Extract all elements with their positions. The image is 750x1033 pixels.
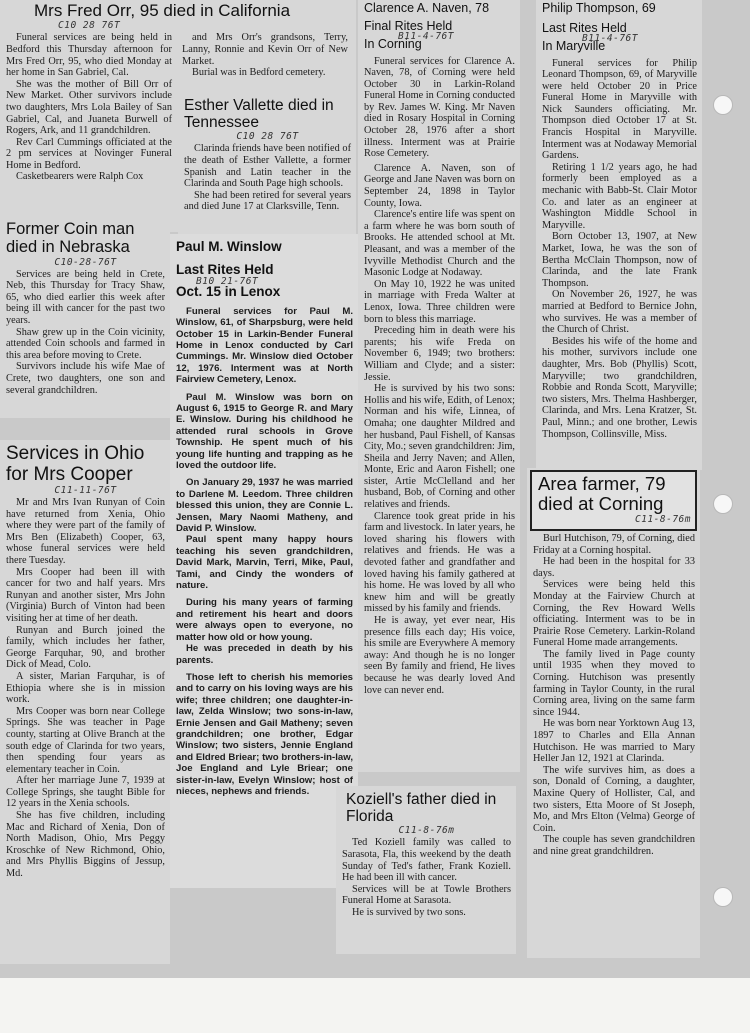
article-paragraph: He was born near Yorktown Aug 13, 1897 to Charles and Ella Annan Hutchison. He was married to Mary Heller Jan 12, 1921 at Clarinda. [533,718,695,765]
article-subheadline: Final Rites Held [364,18,453,33]
article-paragraph: Born October 13, 1907, at New Market, Iowa, he was the son of Bertha McClain Thompson, now of Clarinda, and the late Frank Thompson. [542,231,697,289]
handwritten-date: C11-8-76m [635,513,691,525]
article-paragraph: Clarence A. Naven, son of George and Jane Naven was born on September 24, 1898 in Taylor County, Iowa. [364,162,515,209]
article-paragraph: Services were being held this Monday at the Fairview Church at Corning, the Rev Howard Wells officiating. Interment was to be in Prairie Rose Cemetery. Larkin-Roland Funeral Home made arrangements. [533,579,695,649]
article-headline: Former Coin man died in Nebraska [6,220,135,256]
article-headline: Services in Ohio for Mrs Cooper [6,443,145,485]
article-paragraph: He was preceded in death by his parents. [176,643,353,666]
article-paragraph: Clarence took great pride in his farm and livestock. In later years, he loved sharing his flowers with relatives and friends. He was a devoted father and grandfather and loved having his family gathered at his home. He was loved by all who knew him and will be greatly missed by his family and friends. [364,510,515,615]
article-paragraph: Funeral services for Philip Leonard Thompson, 69, of Maryville were held October 20 in Price Funeral Home in Maryville with Nick Saunders officiating. Mr. Thompson died October 17 at St. Francis Hospital in Maryville. Interment was at Nodaway Memorial Gardens. [542,57,697,162]
article-headline: Philip Thompson, 69 [542,1,656,15]
article-thompson [536,0,702,470]
headline-box [530,470,697,531]
article-paragraph: Funeral services for Paul M. Winslow, 61, of Sharpsburg, were held October 15 in Larkin-Bender Funeral Home in Lenox conducted by Carl Cummings. Mr. Winslow died October 12, 1976. Interment was at North Fairview Cemetery, Lenox. [176,305,353,386]
article-paragraph: She had been retired for several years and died June 17 at Clarksville, Tenn. [184,189,351,213]
article-paragraph: He had been in the hospital for 33 days. [533,556,695,579]
article-headline: Mrs Fred Orr, 95 died in California [34,1,291,20]
handwritten-date: B11-4-76T [582,33,638,44]
binder-hole [713,494,733,514]
article-paragraph: and Mrs Orr's grandsons, Terry, Lanny, Ronnie and Kevin Orr of New Market. [182,32,348,67]
article-paragraph: He is survived by two sons. [352,907,466,919]
article-paragraph: The wife survives him, as does a son, Donald of Corning, a daughter, Maxine Query of Hollister, Cal, and two sisters, Etta Moore of St Joseph, Mo, and Mrs Elton (Velma) George of Coin. [533,764,695,834]
article-paragraph: Burl Hutchison, 79, of Corning, died Friday at a Corning hospital. [533,532,695,556]
article-paragraph: Funeral services are being held in Bedford this Thursday afternoon for Mrs Fred Orr, 95, who died Monday at her home in San Gabriel, Cal. [6,32,172,79]
article-paragraph: She has five children, including Mac and Richard of Xenia, Don of North Madison, Ohio, Mrs Peggy Kroschke of New Richmond, Ohio, and Mrs Phyllis Biggins of Jessup, Md. [6,810,165,880]
article-headline: Koziell's father died in Florida [346,791,497,825]
article-cooper [0,440,170,964]
article-paragraph: On January 29, 1937 he was married to Darlene M. Leedom. Three children blessed this union, they are Connie L. Jensen, Mary Naomi Matheny, and David P. Winslow. [176,477,353,535]
article-subheadline: Last Rites Held [176,261,274,277]
article-paragraph: Clarence's entire life was spent on a farm where he was born south of Brooks. He attended school at Mt. Pleasant, and was a member of the Ivyville Methodist Church and the Masonic Lodge at Nodaway. [364,209,515,279]
article-koziell [336,786,516,954]
article-paragraph: After her marriage June 7, 1939 at College Springs, she taught Bible for 12 years in the Xenia schools. [6,775,165,810]
article-paragraph: Ted Koziell family was called to Sarasota, Fla, this weekend by the death Sunday of Ted's father, Frank Koziell. He had been ill with cancer. [342,837,511,884]
handwritten-date: C10-28-76T [54,256,117,268]
article-headline: Paul M. Winslow [176,239,282,254]
handwritten-date: C11-11-76T [54,485,117,497]
article-paragraph: Preceding him in death were his parents; his wife Freda on November 6, 1949; two brothers: William and Clyde; and a sister: Jessie. [364,325,515,383]
handwritten-date: C10 28 76T [58,20,121,32]
article-paragraph: Paul spent many happy hours teaching his seven grandchildren, David Mark, Marvin, Terri, Mike, Paul, Tami, and Cindy the wonders of nature. [176,534,353,592]
handwritten-date: B11-4-76T [398,31,454,42]
article-shaw [0,216,170,418]
article-winslow [170,234,358,888]
article-paragraph: Services will be at Towle Brothers Funeral Home at Sarasota. [342,883,511,907]
article-paragraph: Those left to cherish his memories and to carry on his loving ways are his wife; three children; one daughter-in-law, Zelda Winslow; two sons-in-law, Ernie Jensen and Gail Matheny; seven grandchildren; one brother, Edgar Winslow; two sisters, Jennie England and Eldred Briear; two brothers-in-law, Joe England and Lyle Briear; one sister-in-law, Evelyn Winslow; host of nieces, nephews and friends. [176,671,353,797]
article-paragraph: Paul M. Winslow was born on August 6, 1915 to George R. and Mary E. Winslow. During his childhood he attended rural schools in Grove Township. He spent much of his young life hunting and trapping as he loved the outdoor life. [176,391,353,472]
article-paragraph: Services are being held in Crete, Neb, this Thursday for Tracy Shaw, 65, who died earlier this week after being ill with cancer for the past two years. [6,268,165,326]
article-paragraph: Besides his wife of the home and his mother, survivors include one daughter, Mrs. Bob (Phyllis) Scott, Maryville; two grandchildren, Robbie and Ronda Scott, Maryville; two sisters, Mrs. Thelma Hashberger, Clarinda, and Mrs. Lena Kratzer, St. Paul, Minn.; and one brother, Lewis Thompson, Collinsville, Miss. [542,335,697,440]
article-headline: Esther Vallette died in Tennessee [184,97,334,131]
article-subheadline: Oct. 15 in Lenox [176,284,281,300]
article-naven [358,0,520,772]
article-paragraph: He is away, yet ever near, His presence fills each day; His voice, his smile are Everywhere A memory away: And though he is no longer seen By family and friend, He lives because he was dearly loved And love can never end. [364,615,515,696]
article-paragraph: Mrs Cooper was born near College Springs. She was teacher in Page county, starting at Olive Branch at the south edge of Clarinda for two years, then spending four years as elementary teacher in Coin. [6,705,165,775]
binder-hole [713,95,733,115]
article-paragraph: Funeral services for Clarence A. Naven, 78, of Corning were held October 30 in Larkin-Roland Funeral Home in Corning conducted by Rev. James W. King. Mr Naven died in Rosary Hospital in Corning October 28, 1976 after a short illness. Interment was at Prairie Rose Cemetery. [364,55,515,160]
handwritten-date: C10 28 76T [236,131,299,143]
article-paragraph: She was the mother of Bill Orr of New Market. Other survivors include two daughters, Mrs Lola Bailey of San Gabriel, Cal, and Juaneta Burwell of Rogers, Ark, and 11 grandchildren. [6,78,172,137]
article-headline: Clarence A. Naven, 78 [364,1,490,15]
article-hutchison [527,468,700,958]
article-subheadline: In Corning [364,37,422,51]
article-vallette [178,94,356,234]
article-paragraph: Burial was in Bedford cemetery. [192,67,326,79]
article-paragraph: On November 26, 1927, he was married at Bedford to Bernice John, who survives. He was a member of the Church of Christ. [542,289,697,336]
article-subheadline: Last Rites Held [542,20,627,35]
article-paragraph: The couple has seven grandchildren and nine great grandchildren. [533,834,695,857]
article-paragraph: Rev Carl Cummings officiated at the 2 pm services at Novinger Funeral Home in Bedford. [6,136,172,171]
article-paragraph: The family lived in Page county until 1935 when they moved to Corning. Hutchison was presently farming in Taylor County, in the rural Corning area, living on the same farm since 1944. [533,648,695,718]
article-paragraph: On May 10, 1922 he was united in marriage with Freda Walter at Lenox, Iowa. Three children were born to bless this marriage. [364,278,515,325]
article-paragraph: Survivors include his wife Mae of Crete, two daughters, one son and several grandchildren. [6,361,165,396]
article-paragraph: Mr and Mrs Ivan Runyan of Coin have returned from Xenia, Ohio where they were part of the family of Mrs Ben (Elizabeth) Cooper, 63, whose funeral services were held there Tuesday. [6,497,165,566]
article-subheadline: In Maryville [542,39,606,53]
article-paragraph: Casketbearers were Ralph Cox [16,171,144,183]
article-paragraph: A sister, Marian Farquhar, is of Ethiopia where she is in mission work. [6,670,165,706]
binder-hole [713,887,733,907]
article-paragraph: Shaw grew up in the Coin vicinity, attended Coin schools and farmed in this area before moving to Crete. [6,326,165,361]
article-paragraph: Mrs Cooper had been ill with cancer for two and half years. Mrs Runyan and another sister, Mrs John (Virginia) Burch of Vinton had been visiting her at time of her death. [6,566,165,624]
article-paragraph: During his many years of farming and retirement his heart and doors were always open to everyone, no matter how old or how young. [176,597,353,643]
article-headline: Area farmer, 79 died at Corning [538,473,666,514]
handwritten-date: B10 21-76T [196,276,259,288]
handwritten-date: C11-8-76m [398,825,455,837]
article-paragraph: Clarinda friends have been notified of the death of Esther Vallette, a former Spanish and Latin teacher in the Clarinda and South Page high schools. [184,143,351,190]
article-paragraph: Runyan and Burch joined the family, which includes her father, George Farquhar, 90, and brother Dick of Mead, Colo. [6,624,165,671]
article-paragraph: Retiring 1 1/2 years ago, he had formerly been employed as a mechanic with Babb-St. Clair Motor Co. and later as an engineer at Washington Middle School in Maryville. [542,161,697,231]
article-paragraph: He is survived by his two sons: Hollis and his wife, Edith, of Lenox; Norman and his wife, Linnea, of Omaha; one daughter Mildred and her husband, Paul Fishell, of Kansas City, Mo.; seven grandchildren: Jim, Sheila and Jerry Naven; and Allen, Monte, Eric and Aaron Fishell; one sister, Artie McClelland and her husband, Bob, of Corning and other relatives and friends. [364,383,515,511]
